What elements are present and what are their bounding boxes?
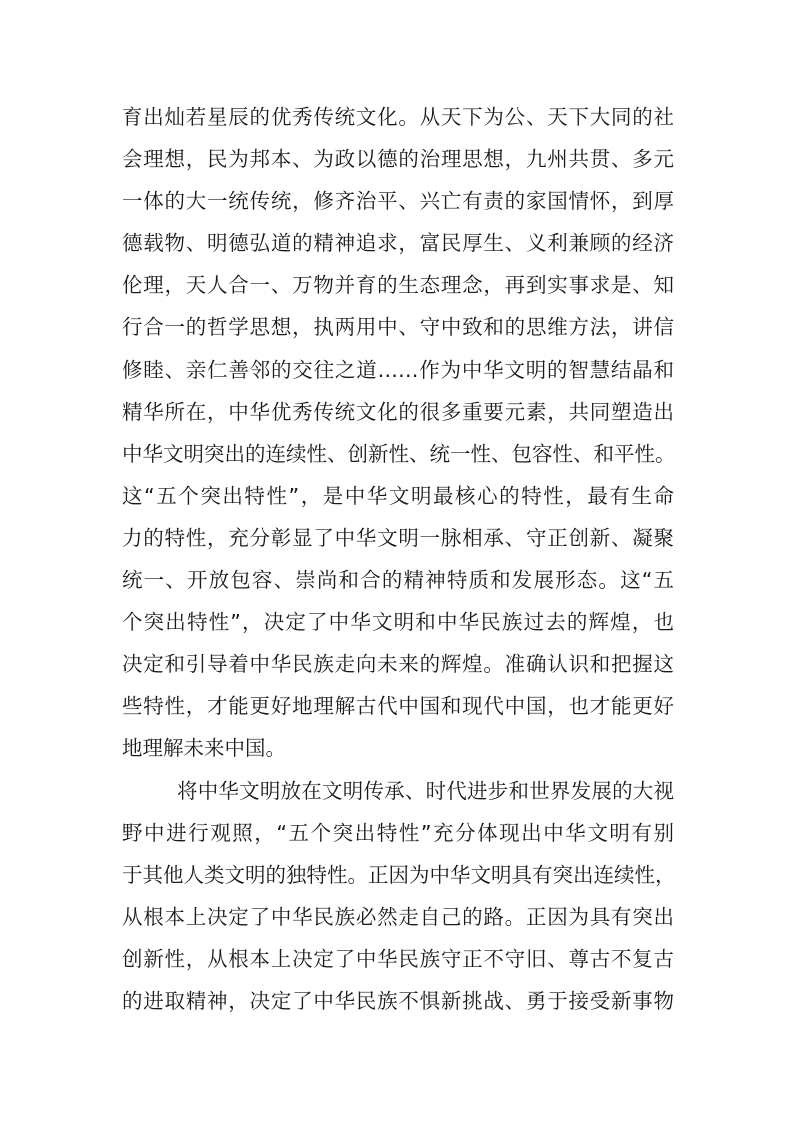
- text-line-indented: 将中华文明放在文明传承、时代进步和世界发展的大视: [177, 778, 674, 803]
- paragraph-1: [122, 96, 674, 770]
- text-line: 中华文明突出的连续性、创新性、统一性、包容性、和平性。: [122, 441, 676, 466]
- text-line: 伦理，天人合一、万物并育的生态理念，再到实事求是、知: [122, 273, 674, 298]
- text-line: 修睦、亲仁善邻的交往之道……作为中华文明的智慧结晶和: [122, 357, 674, 382]
- text-line: 育出灿若星辰的优秀传统文化。从天下为公、天下大同的社: [122, 105, 674, 129]
- text-line-paragraph-end: 地理解未来中国。: [122, 736, 286, 761]
- text-line: 行合一的哲学思想，执两用中、守中致和的思维方法，讲信: [122, 315, 674, 340]
- text-line: 一体的大一统传统，修齐治平、兴亡有责的家国情怀，到厚: [122, 189, 674, 214]
- text-line: 力的特性，充分彰显了中华文明一脉相承、守正创新、凝聚: [122, 525, 674, 550]
- text-line: 个突出特性”，决定了中华文明和中华民族过去的辉煌，也: [122, 610, 674, 635]
- text-line: 些特性，才能更好地理解古代中国和现代中国，也才能更好: [122, 694, 674, 719]
- text-line: 创新性，从根本上决定了中华民族守正不守旧、尊古不复古: [122, 946, 674, 971]
- text-line: 野中进行观照，“五个突出特性”充分体现出中华文明有别: [122, 820, 674, 845]
- text-line: 会理想，民为邦本、为政以德的治理思想，九州共贯、多元: [122, 147, 674, 172]
- text-line: 的进取精神，决定了中华民族不惧新挑战、勇于接受新事物: [122, 988, 674, 1013]
- text-line: 于其他人类文明的独特性。正因为中华文明具有突出连续性，: [122, 862, 676, 887]
- text-line: 精华所在，中华优秀传统文化的很多重要元素，共同塑造出: [122, 399, 674, 424]
- text-line: 这“五个突出特性”，是中华文明最核心的特性，最有生命: [122, 483, 674, 508]
- text-line: 从根本上决定了中华民族必然走自己的路。正因为具有突出: [122, 904, 674, 929]
- text-line: 德载物、明德弘道的精神追求，富民厚生、义利兼顾的经济: [122, 231, 674, 256]
- text-line: 统一、开放包容、崇尚和合的精神特质和发展形态。这“五: [122, 568, 674, 593]
- document-body: [122, 96, 674, 1022]
- paragraph-2: [122, 770, 674, 1023]
- text-line: 决定和引导着中华民族走向未来的辉煌。准确认识和把握这: [122, 652, 674, 677]
